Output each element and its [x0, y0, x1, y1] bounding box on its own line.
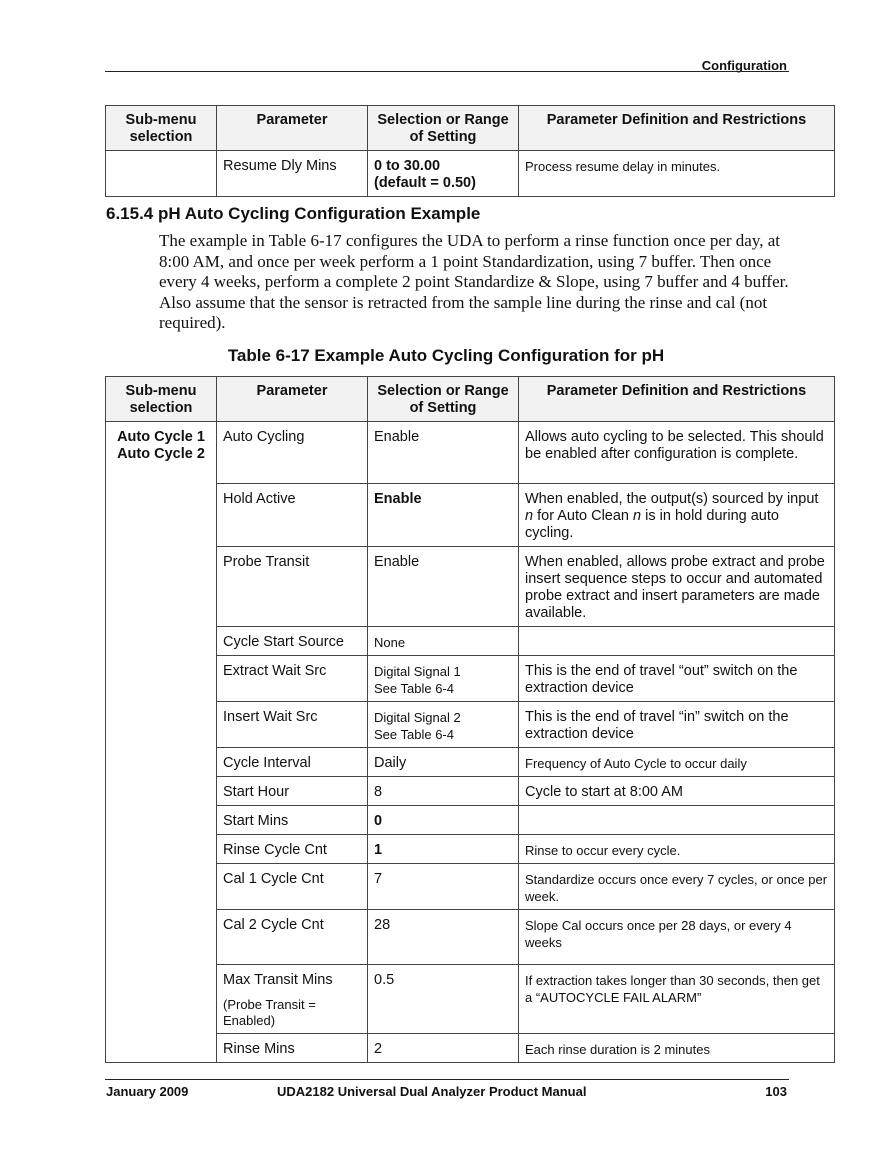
cell-parameter: Hold Active: [217, 484, 368, 547]
section-heading: 6.15.4 pH Auto Cycling Configuration Example: [106, 204, 481, 223]
parameter-note: (Probe Transit = Enabled): [223, 997, 316, 1028]
col-header-parameter: Parameter: [217, 106, 368, 151]
running-header: Configuration: [701, 58, 787, 73]
cell-definition: When enabled, allows probe extract and probe insert sequence steps to occur and automated probe extract and insert parameters are made available.: [519, 547, 835, 627]
cell-setting: None: [368, 627, 519, 656]
cell-definition: This is the end of travel “out” switch on the extraction device: [519, 656, 835, 702]
cell-parameter: Rinse Mins: [217, 1034, 368, 1063]
footer-manual-title: UDA2182 Universal Dual Analyzer Product Manual: [277, 1084, 587, 1099]
definition-text: is in hold during auto cycling.: [525, 508, 779, 541]
setting-default: (default = 0.50): [374, 175, 476, 191]
col-header-setting: Selection or Range of Setting: [368, 377, 519, 422]
cell-definition: This is the end of travel “in” switch on the extraction device: [519, 702, 835, 748]
cell-setting: [368, 151, 519, 197]
cell-definition: Allows auto cycling to be selected. This should be enabled after configuration is complete.: [519, 422, 835, 484]
cell-submenu: [106, 151, 217, 197]
col-header-submenu: Sub-menu selection: [106, 377, 217, 422]
cell-setting: 2: [368, 1034, 519, 1063]
cell-parameter: [217, 965, 368, 1034]
cell-parameter: Cal 1 Cycle Cnt: [217, 864, 368, 910]
setting-signal: Digital Signal 1: [374, 664, 461, 679]
setting-signal: Digital Signal 2: [374, 710, 461, 725]
cell-definition: Slope Cal occurs once per 28 days, or every 4 weeks: [519, 910, 835, 965]
cell-setting: 7: [368, 864, 519, 910]
cell-submenu: [106, 422, 217, 1063]
setting-reference: See Table 6-4: [374, 727, 454, 742]
cell-definition: Each rinse duration is 2 minutes: [519, 1034, 835, 1063]
cell-setting: Daily: [368, 748, 519, 777]
definition-var: n: [633, 508, 642, 524]
cell-parameter: Cycle Start Source: [217, 627, 368, 656]
cell-parameter: Insert Wait Src: [217, 702, 368, 748]
cell-parameter: Resume Dly Mins: [217, 151, 368, 197]
col-header-definition: Parameter Definition and Restrictions: [519, 106, 835, 151]
cell-definition: If extraction takes longer than 30 seconds, then get a “AUTOCYCLE FAIL ALARM”: [519, 965, 835, 1034]
footer-date: January 2009: [106, 1084, 189, 1099]
continued-config-table: [105, 105, 835, 197]
table-header-row: [106, 106, 835, 151]
cell-parameter: Start Mins: [217, 806, 368, 835]
cell-definition: [519, 627, 835, 656]
cell-setting: 0.5: [368, 965, 519, 1034]
cell-setting: 0: [368, 806, 519, 835]
col-header-submenu: Sub-menu selection: [106, 106, 217, 151]
submenu-auto-cycle-1: Auto Cycle 1: [117, 429, 205, 445]
cell-parameter: Rinse Cycle Cnt: [217, 835, 368, 864]
submenu-auto-cycle-2: Auto Cycle 2: [117, 446, 205, 462]
cell-setting: 28: [368, 910, 519, 965]
col-header-definition: Parameter Definition and Restrictions: [519, 377, 835, 422]
table-row: [106, 151, 835, 197]
cell-parameter: Cycle Interval: [217, 748, 368, 777]
page-number: 103: [765, 1084, 787, 1099]
parameter-name: Max Transit Mins: [223, 972, 333, 988]
cell-definition: [519, 484, 835, 547]
section-body: The example in Table 6-17 configures the UDA to perform a rinse function once per day, at 8:00 AM, and once per week perform a 1 point Standardization, using 7 buffer. Then once every 4 weeks, perform a complete 2 point Standardize & Slope, using 7 buffer and 4 buffer. Also assume that the sensor is retracted from the sample line during the rinse and cal (not required).: [159, 231, 789, 332]
cell-setting: [368, 656, 519, 702]
table-caption: Table 6-17 Example Auto Cycling Configuration for pH: [227, 346, 665, 365]
header-rule: [105, 71, 789, 72]
cell-setting: Enable: [368, 484, 519, 547]
cell-parameter: Extract Wait Src: [217, 656, 368, 702]
cell-parameter: Start Hour: [217, 777, 368, 806]
auto-cycling-config-table: [105, 376, 835, 1063]
definition-var: n: [525, 508, 534, 524]
cell-setting: [368, 702, 519, 748]
cell-definition: Process resume delay in minutes.: [519, 151, 835, 197]
cell-setting: 1: [368, 835, 519, 864]
cell-parameter: Probe Transit: [217, 547, 368, 627]
cell-parameter: Auto Cycling: [217, 422, 368, 484]
setting-reference: See Table 6-4: [374, 681, 454, 696]
cell-definition: Cycle to start at 8:00 AM: [519, 777, 835, 806]
footer-rule: [105, 1079, 789, 1080]
cell-definition: Standardize occurs once every 7 cycles, or once per week.: [519, 864, 835, 910]
cell-setting: 8: [368, 777, 519, 806]
table-header-row: [106, 377, 835, 422]
cell-setting: Enable: [368, 547, 519, 627]
cell-setting: Enable: [368, 422, 519, 484]
definition-text: for Auto Clean: [533, 508, 634, 524]
table-row: [106, 422, 835, 484]
col-header-setting: Selection or Range of Setting: [368, 106, 519, 151]
setting-range: 0 to 30.00: [374, 158, 441, 174]
cell-definition: Frequency of Auto Cycle to occur daily: [519, 748, 835, 777]
col-header-parameter: Parameter: [217, 377, 368, 422]
cell-parameter: Cal 2 Cycle Cnt: [217, 910, 368, 965]
cell-definition: [519, 806, 835, 835]
definition-text: When enabled, the output(s) sourced by input: [525, 491, 819, 507]
cell-definition: Rinse to occur every cycle.: [519, 835, 835, 864]
